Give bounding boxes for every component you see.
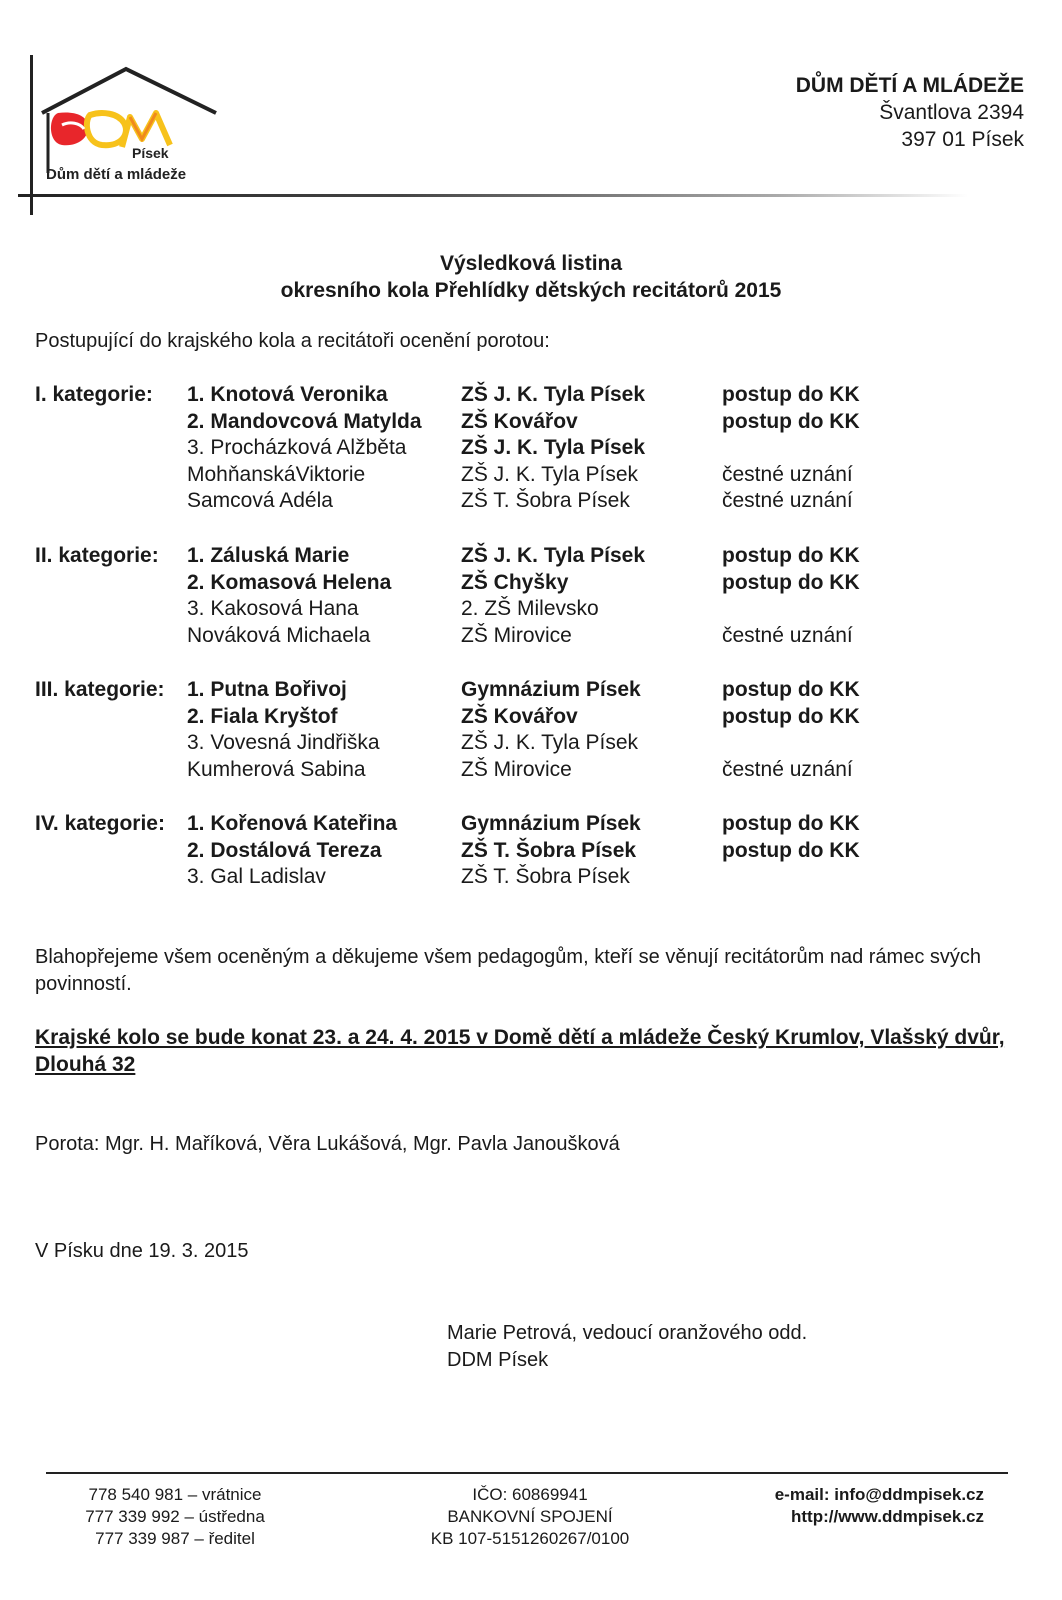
result-status: postup do KK: [722, 544, 860, 567]
regional-round-notice: Krajské kolo se bude konat 23. a 24. 4. 2015 v Domě dětí a mládeže Český Krumlov, Vlašský dvůr, Dlouhá 32: [35, 1026, 1005, 1076]
title-line-1: Výsledková listina: [439, 252, 623, 275]
footer-phone: 778 540 981 – vrátnice: [88, 1485, 262, 1504]
footer-phone: 777 339 987 – ředitel: [95, 1529, 255, 1548]
footer-web[interactable]: http://www.ddmpisek.cz: [791, 1507, 984, 1526]
reciter-name: 3. Vovesná Jindřiška: [187, 731, 380, 755]
footer-bank: [400, 1484, 660, 1550]
footer-bank-account: KB 107-5151260267/0100: [430, 1529, 630, 1548]
reciter-name: 2. Fiala Kryštof: [187, 704, 338, 728]
reciter-name: 1. Kořenová Kateřina: [187, 812, 398, 835]
result-row: [35, 435, 1025, 462]
org-city: 397 01 Písek: [901, 128, 1024, 151]
result-status: postup do KK: [722, 678, 860, 701]
reciter-name: 2. Komasová Helena: [187, 570, 392, 594]
result-row: [35, 488, 1025, 515]
category-block: [35, 543, 1025, 649]
result-status: čestné uznání: [722, 462, 853, 486]
reciter-name: 2. Dostálová Tereza: [187, 838, 382, 862]
result-row: [35, 864, 1025, 891]
reciter-name: 2. Mandovcová Matylda: [187, 409, 422, 433]
result-status: čestné uznání: [722, 623, 853, 647]
footer-email[interactable]: e-mail: info@ddmpisek.cz: [774, 1485, 984, 1504]
signature-block: [447, 1320, 807, 1374]
school-name: Gymnázium Písek: [461, 678, 641, 701]
school-name: ZŠ Kovářov: [461, 704, 578, 728]
school-name: ZŠ Kovářov: [461, 409, 578, 433]
result-row: [35, 730, 1025, 757]
footer-phone: 777 339 992 – ústředna: [85, 1507, 265, 1526]
school-name: Gymnázium Písek: [461, 812, 641, 835]
footer-bank-label: BANKOVNÍ SPOJENÍ: [447, 1507, 613, 1526]
category-label: IV. kategorie:: [35, 812, 165, 835]
organization-address: [796, 72, 1024, 153]
result-row: [35, 677, 1025, 704]
reciter-name: 1. Putna Bořivoj: [187, 678, 347, 701]
result-row: [35, 462, 1025, 489]
result-status: postup do KK: [722, 704, 860, 728]
result-row: [35, 757, 1025, 784]
school-name: ZŠ J. K. Tyla Písek: [461, 731, 639, 755]
result-status: postup do KK: [722, 570, 860, 594]
category-label: II. kategorie:: [35, 544, 159, 567]
logo-tagline: Dům dětí a mládeže: [46, 166, 187, 183]
reciter-name: 3. Gal Ladislav: [187, 865, 326, 889]
result-status: čestné uznání: [722, 489, 853, 513]
logo-place: Písek: [132, 145, 169, 161]
school-name: ZŠ J. K. Tyla Písek: [461, 436, 646, 460]
school-name: ZŠ T. Šobra Písek: [461, 489, 630, 513]
reciter-name: Samcová Adéla: [187, 489, 333, 513]
category-block: [35, 677, 1025, 783]
school-name: ZŠ J. K. Tyla Písek: [461, 544, 646, 567]
result-row: [35, 623, 1025, 650]
result-row: [35, 838, 1025, 865]
reciter-name: 3. Kakosová Hana: [187, 597, 359, 621]
footer-ico: IČO: 60869941: [472, 1485, 588, 1504]
reciter-name: 3. Procházková Alžběta: [187, 436, 407, 460]
logo-letter-d2: [87, 113, 126, 145]
signature-name: Marie Petrová, vedoucí oranžového odd.: [447, 1322, 808, 1344]
result-row: [35, 543, 1025, 570]
result-row: [35, 596, 1025, 623]
school-name: ZŠ J. K. Tyla Písek: [461, 462, 639, 486]
reciter-name: Nováková Michaela: [187, 623, 371, 647]
category-block: [35, 811, 1025, 891]
result-status: postup do KK: [722, 409, 860, 433]
jury-list: Porota: Mgr. H. Maříková, Věra Lukášová, Mgr. Pavla Janoušková: [35, 1133, 620, 1155]
category-label: I. kategorie:: [35, 383, 153, 406]
logo-roof: [42, 69, 216, 113]
reciter-name: Kumherová Sabina: [187, 757, 366, 781]
school-name: ZŠ T. Šobra Písek: [461, 838, 637, 862]
org-street: Švantlova 2394: [879, 101, 1024, 124]
school-name: 2. ZŠ Milevsko: [461, 597, 599, 621]
footer-divider: [46, 1472, 1008, 1474]
document-date: V Písku dne 19. 3. 2015: [35, 1240, 249, 1262]
reciter-name: 1. Knotová Veronika: [187, 383, 388, 406]
thanks-paragraph: Blahopřejeme všem oceněným a děkujeme všem pedagogům, kteří se věnují recitátorům nad rámec svých povinností.: [35, 946, 982, 995]
result-status: postup do KK: [722, 812, 860, 835]
result-row: [35, 704, 1025, 731]
school-name: ZŠ T. Šobra Písek: [461, 865, 630, 889]
school-name: ZŠ Mirovice: [461, 623, 572, 647]
reciter-name: 1. Záluská Marie: [187, 544, 350, 567]
ddm-logo: [18, 55, 218, 215]
intro-text: Postupující do krajského kola a recitátoři ocenění porotou:: [35, 330, 550, 352]
result-row: [35, 811, 1025, 838]
result-row: [35, 409, 1025, 436]
signature-org: DDM Písek: [447, 1349, 549, 1371]
result-row: [35, 570, 1025, 597]
document-title: [0, 250, 1062, 304]
footer-phones: [60, 1484, 290, 1550]
reciter-name: MohňanskáViktorie: [187, 462, 366, 486]
category-block: [35, 382, 1025, 515]
result-row: [35, 382, 1025, 409]
title-line-2: okresního kola Přehlídky dětských recitátorů 2015: [280, 279, 782, 302]
school-name: ZŠ Chyšky: [461, 570, 569, 594]
org-name: DŮM DĚTÍ A MLÁDEŽE: [795, 74, 1024, 97]
result-status: postup do KK: [722, 383, 860, 406]
result-status: postup do KK: [722, 838, 860, 862]
result-status: čestné uznání: [722, 757, 853, 781]
footer-contact: [775, 1484, 984, 1528]
category-label: III. kategorie:: [35, 678, 165, 701]
school-name: ZŠ J. K. Tyla Písek: [461, 383, 646, 406]
school-name: ZŠ Mirovice: [461, 757, 572, 781]
